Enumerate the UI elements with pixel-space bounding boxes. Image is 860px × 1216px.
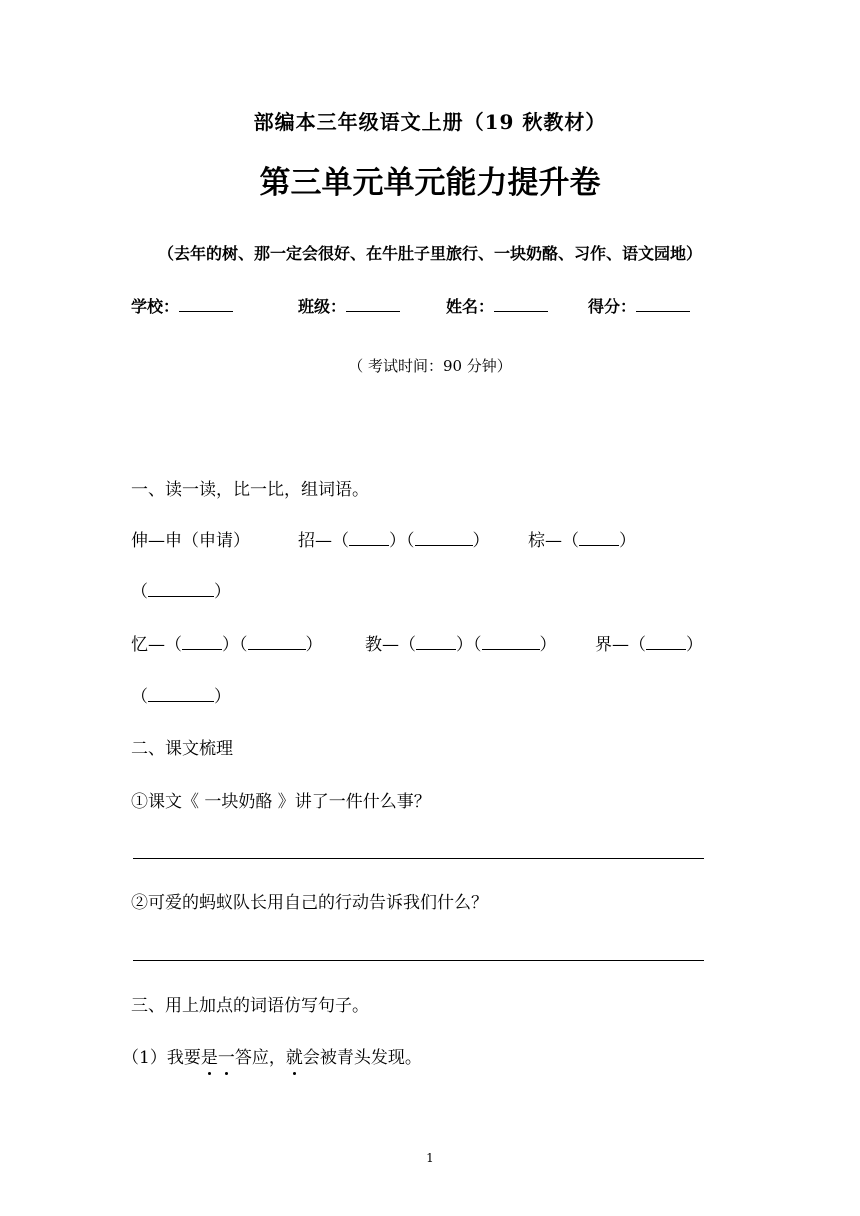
answer-blank[interactable] — [415, 530, 473, 546]
answer-line-2-2[interactable] — [133, 960, 704, 961]
sentence-text: 会被青头发现。 — [302, 1048, 422, 1068]
char-label: 忆— — [131, 635, 165, 655]
word-row-1 — [131, 526, 250, 551]
question-2-2: ②可爱的蚂蚁队长用自己的行动告诉我们什么？ — [131, 893, 488, 913]
answer-blank[interactable] — [148, 686, 214, 702]
answer-blank[interactable] — [248, 634, 306, 650]
word-group-zhao — [298, 526, 490, 551]
paren: ） — [214, 687, 231, 707]
subject-heading: 部编本三年级语文上册（19 秋教材） — [253, 110, 607, 134]
char-label: 教— — [365, 635, 399, 655]
score-blank[interactable] — [636, 297, 690, 312]
section3-heading: 三、用上加点的词语仿写句子。 — [131, 996, 369, 1016]
emphasis-char: 一 — [218, 1043, 235, 1068]
paren: （ — [332, 531, 349, 551]
paren: （ — [399, 635, 416, 655]
char-label: 棕— — [528, 531, 562, 551]
school-blank[interactable] — [179, 297, 233, 312]
paren: ） — [214, 582, 231, 602]
section1-heading: 一、读一读，比一比，组词语。 — [131, 480, 369, 500]
paren: ） — [222, 635, 239, 655]
answer-blank[interactable] — [579, 530, 619, 546]
name-label: 姓名： — [446, 297, 495, 316]
answer-blank[interactable] — [349, 530, 389, 546]
lesson-list: （去年的树、那一定会很好、在牛肚子里旅行、一块奶酪、习作、语文园地） — [157, 244, 702, 263]
word-group-yi — [131, 630, 323, 655]
word-group-zong-second — [131, 577, 231, 602]
exam-time: （ 考试时间：90 分钟） — [348, 357, 512, 375]
paren: （ — [473, 635, 482, 655]
paren: （ — [165, 635, 182, 655]
class-blank[interactable] — [346, 297, 400, 312]
paren: ） — [539, 635, 557, 655]
paren: （ — [131, 687, 148, 707]
char-label: 界— — [595, 635, 629, 655]
answer-blank[interactable] — [482, 634, 540, 650]
sentence-text: （1）我要 — [122, 1048, 201, 1068]
name-field — [446, 294, 548, 317]
question-3-1 — [122, 1043, 422, 1068]
score-label: 得分： — [588, 297, 637, 316]
paren: （ — [629, 635, 646, 655]
sentence-text: 答应， — [234, 1048, 286, 1068]
paren: （ — [406, 531, 415, 551]
page-number: 1 — [426, 1151, 434, 1165]
page-title: 第三单元单元能力提升卷 — [259, 165, 601, 201]
class-label: 班级： — [298, 297, 347, 316]
class-field — [298, 294, 400, 317]
word-group-jie-second — [131, 682, 231, 707]
question-2-1: ①课文《 一块奶酪 》讲了一件什么事？ — [131, 792, 431, 812]
answer-line-2-1[interactable] — [133, 858, 704, 859]
emphasis-char: 是 — [201, 1043, 218, 1068]
paren: ） — [389, 531, 406, 551]
paren: ） — [619, 531, 636, 551]
section2-heading: 二、课文梳理 — [131, 739, 233, 759]
paren: （ — [131, 582, 148, 602]
school-label: 学校： — [131, 297, 180, 316]
name-blank[interactable] — [494, 297, 548, 312]
paren: （ — [562, 531, 579, 551]
answer-blank[interactable] — [416, 634, 456, 650]
char-label: 招— — [298, 531, 332, 551]
score-field — [588, 294, 690, 317]
paren: （ — [239, 635, 248, 655]
paren: ） — [305, 635, 323, 655]
example-pair: 伸—申（申请） — [131, 531, 250, 551]
paren: ） — [456, 635, 473, 655]
word-group-zong — [528, 526, 636, 551]
answer-blank[interactable] — [148, 581, 214, 597]
answer-blank[interactable] — [182, 634, 222, 650]
emphasis-char: 就 — [286, 1043, 303, 1068]
paren: ） — [472, 531, 490, 551]
paren: ） — [686, 635, 703, 655]
answer-blank[interactable] — [646, 634, 686, 650]
word-group-jiao — [365, 630, 557, 655]
word-group-jie — [595, 630, 703, 655]
school-field — [131, 294, 233, 317]
